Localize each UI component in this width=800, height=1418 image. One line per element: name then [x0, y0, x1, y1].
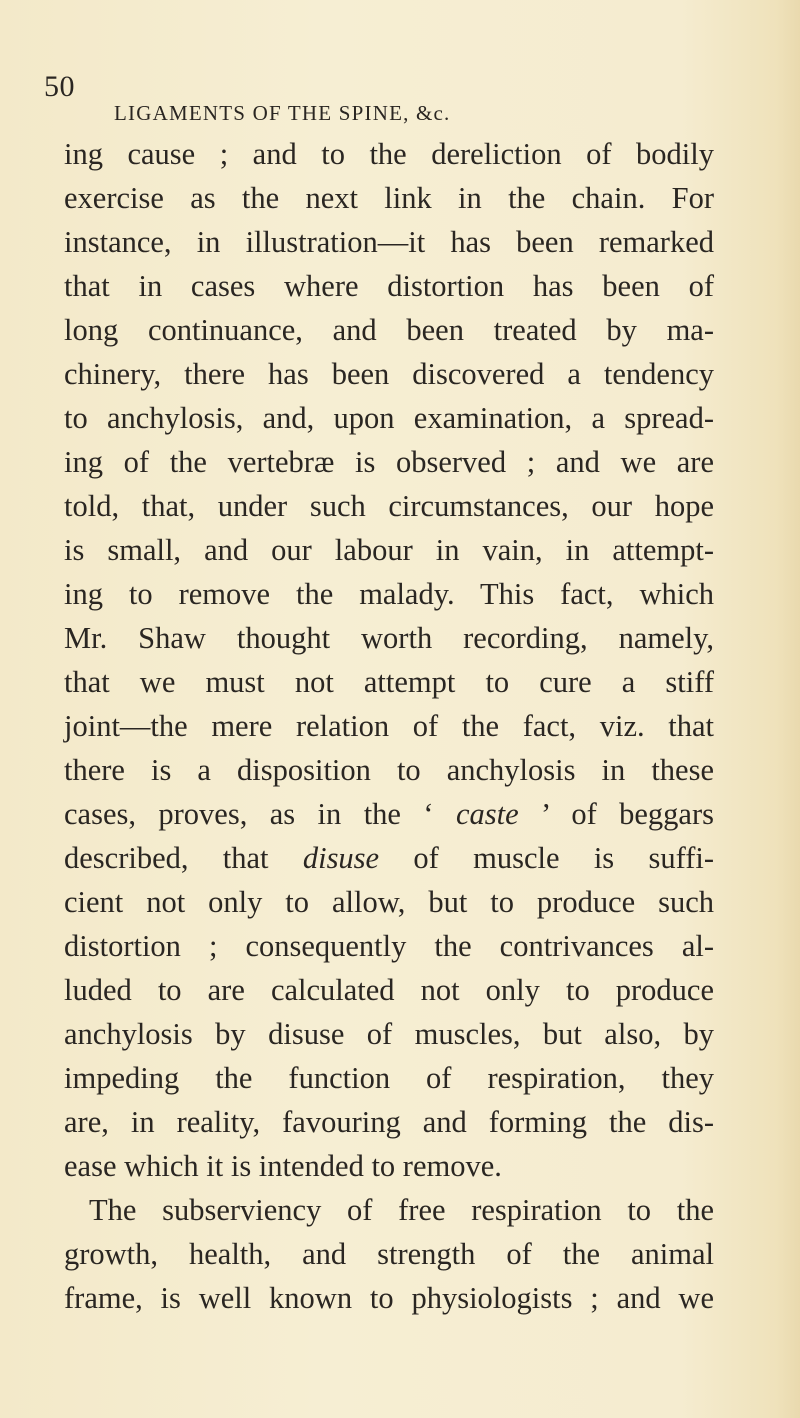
body-text	[64, 132, 714, 1320]
text-line: cases, proves, as in the ‘ caste ’ of beggars	[64, 797, 714, 831]
text-line: cient not only to allow, but to produce such	[64, 885, 714, 919]
italic-word-disuse: disuse	[302, 841, 380, 875]
text-line: ing cause ; and to the dereliction of bodily	[64, 137, 714, 171]
text-line: told, that, under such circumstances, our hope	[64, 489, 714, 523]
text-line: ing to remove the malady. This fact, which	[64, 577, 714, 611]
text-line: described, that disuse of muscle is suffi-	[64, 841, 714, 875]
text-line: instance, in illustration—it has been remarked	[64, 225, 714, 259]
text-line: long continuance, and been treated by ma-	[64, 313, 714, 347]
text-line: exercise as the next link in the chain. For	[64, 181, 714, 215]
text-line: that we must not attempt to cure a stiff	[64, 665, 714, 699]
page-number: 50	[44, 70, 75, 103]
text-line: frame, is well known to physiologists ; and we	[64, 1281, 714, 1315]
text-line: anchylosis by disuse of muscles, but also, by	[64, 1017, 714, 1051]
text-line: joint—the mere relation of the fact, viz. that	[64, 709, 714, 743]
running-head: LIGAMENTS OF THE SPINE, &c.	[114, 101, 451, 125]
text-line: ing of the vertebræ is observed ; and we are	[64, 445, 714, 479]
text-line: distortion ; consequently the contrivances al-	[64, 929, 714, 963]
text-line: chinery, there has been discovered a tendency	[64, 357, 714, 391]
text-line: to anchylosis, and, upon examination, a spread-	[64, 401, 714, 435]
text-line: Mr. Shaw thought worth recording, namely,	[64, 621, 714, 655]
text-line: that in cases where distortion has been of	[64, 269, 714, 303]
text-line: there is a disposition to anchylosis in these	[64, 753, 714, 787]
text-line: are, in reality, favouring and forming the dis-	[64, 1105, 714, 1139]
text-line: growth, health, and strength of the animal	[64, 1237, 714, 1271]
text-line: ease which it is intended to remove.	[64, 1149, 502, 1183]
text-line: The subserviency of free respiration to the	[89, 1193, 714, 1227]
text-line: is small, and our labour in vain, in attempt-	[64, 533, 714, 567]
text-line: luded to are calculated not only to produce	[64, 973, 714, 1007]
italic-word-caste: caste	[455, 797, 519, 831]
text-line: impeding the function of respiration, they	[64, 1061, 714, 1095]
